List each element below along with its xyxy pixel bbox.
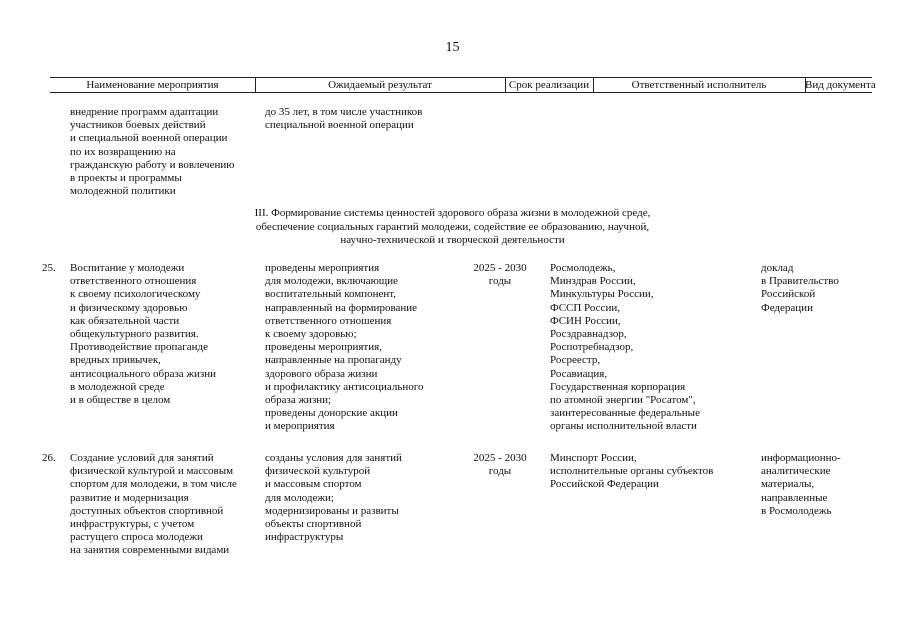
cell-line: и профилактику антисоциального xyxy=(265,380,424,393)
cell-line: инфраструктуры xyxy=(265,531,344,544)
cell-line: инфраструктуры, с учетом xyxy=(70,518,195,531)
term-cell xyxy=(460,262,540,288)
cell-line: и массовым спортом xyxy=(265,478,362,491)
cell-line: для молодежи, включающие xyxy=(265,275,399,288)
row-number: 26. xyxy=(42,452,56,464)
cell-line: и в обществе в целом xyxy=(70,394,171,407)
cell-line: Росмолодежь, xyxy=(550,262,616,274)
cell-line: созданы условия для занятий xyxy=(265,452,402,464)
cell-line: до 35 лет, в том числе участников xyxy=(265,106,423,118)
header-doc: Вид документа xyxy=(805,79,876,91)
cell-line: для молодежи; xyxy=(265,491,334,504)
cell-line: развитие и модернизация xyxy=(70,491,189,504)
cell-line: вредных привычек, xyxy=(70,354,161,367)
section-title-line: обеспечение социальных гарантий молодежи, содействие ее образованию, научной, xyxy=(255,220,650,233)
cell-line: как обязательной части xyxy=(70,314,180,327)
cell-line: проведены мероприятия, xyxy=(265,341,382,354)
name-cell xyxy=(70,452,260,558)
header-name: Наименование мероприятия xyxy=(86,79,219,91)
header-result: Ожидаемый результат xyxy=(328,79,432,91)
cell-line: Минкультуры России, xyxy=(550,288,654,301)
cell-line: ФСИН России, xyxy=(550,314,621,327)
cell-line: направленный на формирование xyxy=(265,301,418,314)
header-executor: Ответственный исполнитель xyxy=(631,79,767,91)
section-title-line: научно-технической и творческой деятельности xyxy=(340,234,565,247)
doc-cell xyxy=(761,262,871,315)
cell-line: общекультурного развития. xyxy=(70,328,199,341)
cell-line: модернизированы и развиты xyxy=(265,504,399,517)
cell-line: участников боевых действий xyxy=(70,119,206,132)
page-number: 15 xyxy=(445,40,460,55)
cell-line: к своему психологическому xyxy=(70,288,201,301)
cell-line: Минспорт России, xyxy=(550,452,637,464)
cell-line: Создание условий для занятий xyxy=(70,452,214,464)
cell-line: Роспотребнадзор, xyxy=(550,341,634,354)
cell-line: растущего спроса молодежи xyxy=(70,531,203,544)
cell-line: доступных объектов спортивной xyxy=(70,504,224,517)
cell-line: проведены донорские акции xyxy=(265,407,398,420)
cell-line: физической культурой xyxy=(265,465,371,478)
table-header xyxy=(50,77,876,93)
cell-line: направленные xyxy=(761,491,828,504)
section-title-line: III. Формирование системы ценностей здорового образа жизни в молодежной среде, xyxy=(254,207,651,219)
cell-line: в Росмолодежь xyxy=(761,504,832,517)
cell-line: и физическому здоровью xyxy=(70,301,188,314)
cell-line: проведены мероприятия xyxy=(265,262,380,274)
cell-line: Российской Федерации xyxy=(550,478,659,491)
cell-line: заинтересованные федеральные xyxy=(550,407,700,420)
cell-line: физической культурой и массовым xyxy=(70,465,234,478)
cell-line: по их возвращению на xyxy=(70,145,176,158)
cell-line: к своему здоровью; xyxy=(265,328,357,341)
row-number: 25. xyxy=(42,262,56,274)
cell-line: Росреестр, xyxy=(550,354,601,367)
cell-line: аналитические xyxy=(761,465,831,478)
cell-line: объекты спортивной xyxy=(265,518,362,531)
cell-line: воспитательный компонент, xyxy=(265,288,397,301)
executor-cell xyxy=(550,452,750,492)
cell-line: Государственная корпорация xyxy=(550,380,686,393)
continued-name-cell xyxy=(70,106,260,198)
result-cell xyxy=(265,262,450,434)
result-cell xyxy=(265,452,450,544)
cell-line: Воспитание у молодежи xyxy=(70,262,185,274)
cell-line: на занятия современными видами xyxy=(70,544,230,557)
cell-line: Росавиация, xyxy=(550,367,608,380)
cell-line: ответственного отношения xyxy=(265,314,392,327)
cell-line: Противодействие пропаганде xyxy=(70,341,208,354)
cell-line: информационно- xyxy=(761,452,841,464)
cell-line: в проекты и программы xyxy=(70,172,182,185)
executor-cell xyxy=(550,262,750,434)
doc-cell xyxy=(761,452,871,518)
cell-line: ФССП России, xyxy=(550,301,620,314)
cell-line: гражданскую работу и вовлечению xyxy=(70,158,235,171)
cell-line: образа жизни; xyxy=(265,394,332,407)
cell-line: исполнительные органы субъектов xyxy=(550,465,714,478)
cell-line: Российской xyxy=(761,288,816,301)
cell-line: здорового образа жизни xyxy=(265,367,378,380)
cell-line: и специальной военной операции xyxy=(70,132,228,145)
cell-line: внедрение программ адаптации xyxy=(70,106,219,118)
cell-line: специальной военной операции xyxy=(265,119,414,132)
section-title xyxy=(200,207,705,248)
cell-line: годы xyxy=(488,465,512,478)
cell-line: и мероприятия xyxy=(265,420,335,433)
cell-line: в молодежной среде xyxy=(70,380,165,393)
term-cell xyxy=(460,452,540,478)
cell-line: Минздрав России, xyxy=(550,275,636,288)
cell-line: ответственного отношения xyxy=(70,275,197,288)
cell-line: молодежной политики xyxy=(70,185,176,198)
header-term: Срок реализации xyxy=(508,79,590,91)
cell-line: 2025 - 2030 xyxy=(473,262,527,274)
cell-line: Федерации xyxy=(761,301,813,314)
cell-line: направленные на пропаганду xyxy=(265,354,402,367)
continued-result-cell xyxy=(265,106,450,132)
cell-line: по атомной энергии "Росатом", xyxy=(550,394,696,407)
cell-line: Росздравнадзор, xyxy=(550,328,627,341)
cell-line: годы xyxy=(488,275,512,288)
cell-line: спортом для молодежи, в том числе xyxy=(70,478,237,491)
cell-line: доклад xyxy=(761,262,794,274)
cell-line: 2025 - 2030 xyxy=(473,452,527,464)
cell-line: в Правительство xyxy=(761,275,839,288)
cell-line: органы исполнительной власти xyxy=(550,420,697,433)
name-cell xyxy=(70,262,260,407)
cell-line: антисоциального образа жизни xyxy=(70,367,217,380)
cell-line: материалы, xyxy=(761,478,815,491)
